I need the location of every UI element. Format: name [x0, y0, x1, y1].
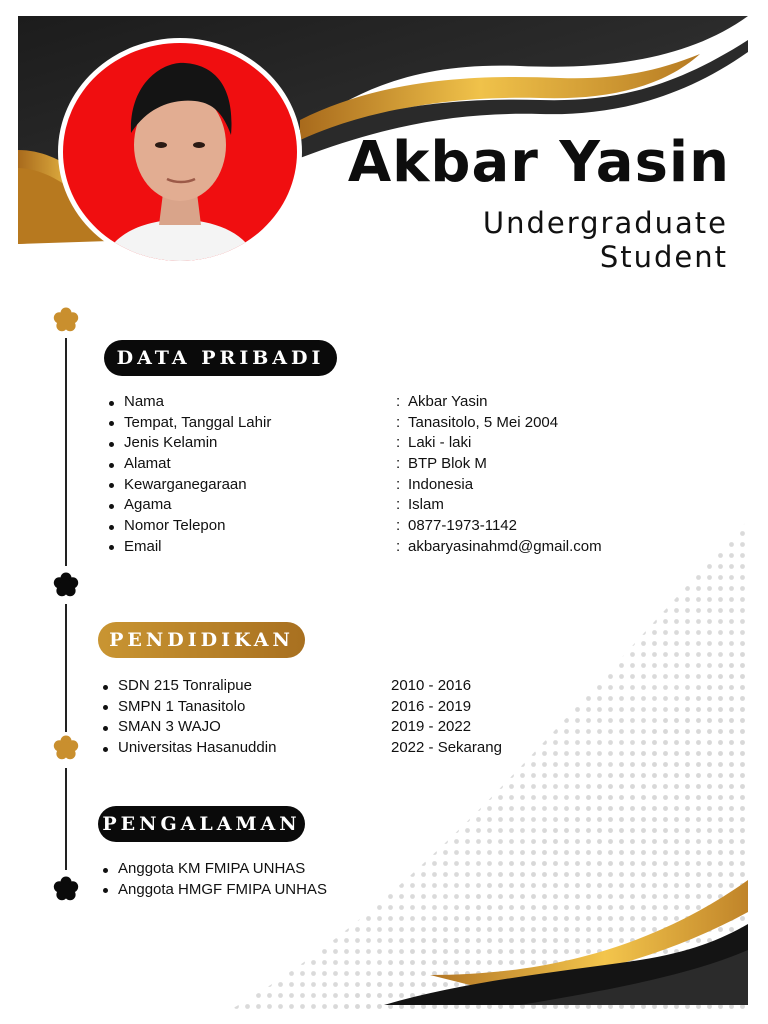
- value-row: : akbaryasinahmd@gmail.com: [396, 537, 602, 555]
- job-title-line: Undergraduate: [482, 206, 728, 240]
- list-item: Agama: [124, 495, 271, 516]
- education-years: [391, 676, 502, 759]
- value-text: Akbar Yasin: [408, 393, 488, 410]
- list-item: Kewarganegaraan: [124, 475, 271, 496]
- value-row: : Akbar Yasin: [396, 393, 488, 410]
- value-text: Laki - laki: [408, 434, 472, 452]
- job-title-line: Student: [599, 240, 728, 274]
- list-item: Jenis Kelamin: [124, 433, 271, 454]
- value-row: : Tanasitolo, 5 Mei 2004: [396, 413, 559, 431]
- list-item: Nama: [124, 392, 271, 413]
- section-title-experience: PENGALAMAN: [98, 806, 305, 842]
- list-item: Alamat: [124, 454, 271, 475]
- list-item: Anggota HMGF FMIPA UNHAS: [118, 880, 327, 901]
- year-range: 2022 - Sekarang: [391, 739, 502, 757]
- profile-photo: [58, 38, 302, 266]
- value-text: Tanasitolo, 5 Mei 2004: [408, 413, 559, 431]
- year-range: 2016 - 2019: [391, 697, 472, 715]
- person-silhouette: [63, 43, 297, 261]
- value-row: : Laki - laki: [396, 434, 472, 452]
- value-text: Islam: [408, 496, 444, 514]
- list-item: SDN 215 Tonralipue: [118, 676, 276, 697]
- education-schools: [118, 676, 276, 759]
- year-range: 2019 - 2022: [391, 718, 472, 736]
- personal-values: [396, 392, 602, 558]
- section-title-personal: DATA PRIBADI: [104, 340, 337, 376]
- full-name: Akbar Yasin: [347, 130, 730, 195]
- value-row: : Indonesia: [396, 475, 474, 493]
- value-text: Indonesia: [408, 475, 474, 493]
- year-range: 2010 - 2016: [391, 677, 472, 694]
- list-item: SMPN 1 Tanasitolo: [118, 697, 276, 718]
- value-row: : 0877-1973-1142: [396, 517, 517, 535]
- list-item: Nomor Telepon: [124, 516, 271, 537]
- section-title-education: PENDIDIKAN: [98, 622, 305, 658]
- list-item: Email: [124, 537, 271, 558]
- value-row: : Islam: [396, 496, 444, 514]
- value-row: : BTP Blok M: [396, 455, 487, 473]
- value-text: BTP Blok M: [408, 455, 487, 473]
- list-item: Anggota KM FMIPA UNHAS: [118, 859, 327, 880]
- personal-labels: [124, 392, 271, 558]
- experience-list: [118, 859, 327, 900]
- list-item: Tempat, Tanggal Lahir: [124, 413, 271, 434]
- job-title: [408, 206, 728, 274]
- value-text: 0877-1973-1142: [408, 517, 517, 535]
- list-item: SMAN 3 WAJO: [118, 717, 276, 738]
- email-link[interactable]: akbaryasinahmd@gmail.com: [408, 537, 602, 555]
- list-item: Universitas Hasanuddin: [118, 738, 276, 759]
